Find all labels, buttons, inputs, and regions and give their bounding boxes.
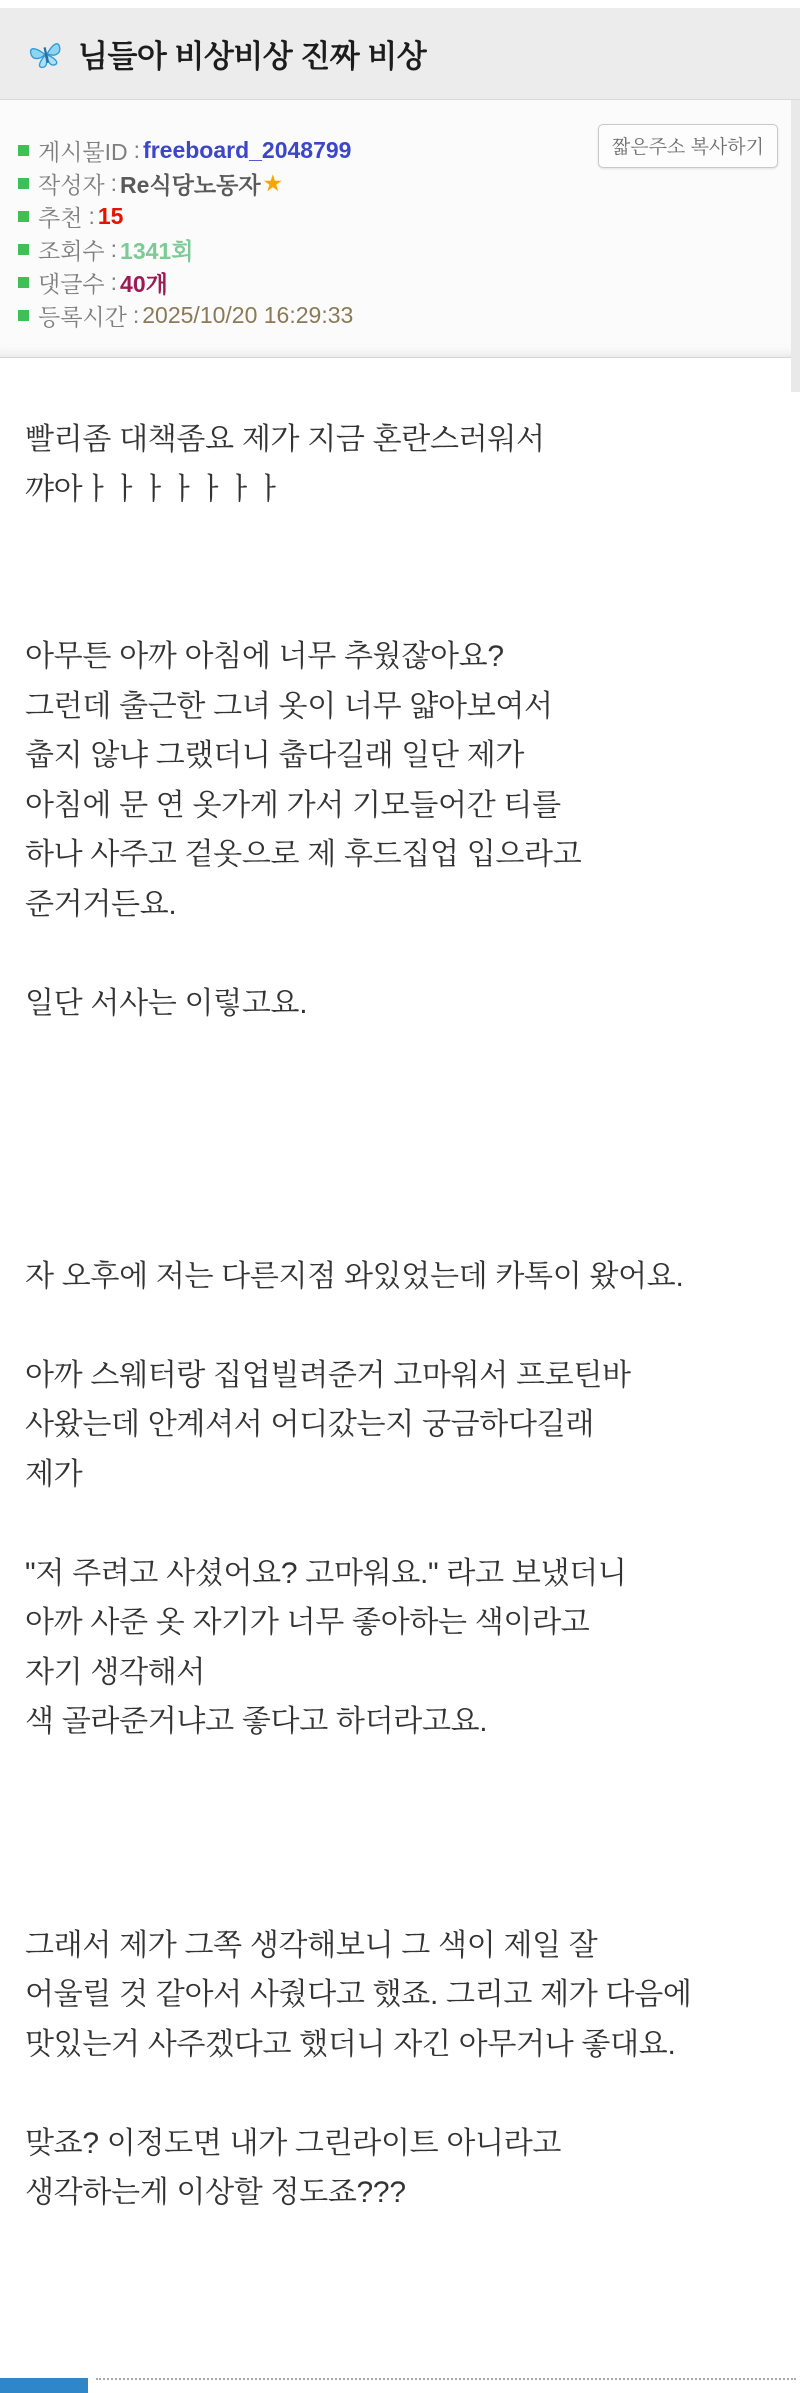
body-line: 하나 사주고 겉옷으로 제 후드집업 입으라고 [25,838,582,871]
body-paragraph [25,632,775,929]
body-paragraph [25,1921,775,2070]
butterfly-icon [25,32,68,75]
info-row-timestamp [18,299,800,332]
bullet-icon [18,178,29,189]
body-line: 일단 서사는 이렇고요. [25,986,308,1020]
copy-short-url-button[interactable]: 짧은주소 복사하기 [598,124,778,168]
body-line: 준거거든요. [25,887,177,921]
bullet-icon [18,277,29,288]
footer-blue-button[interactable] [0,2378,88,2393]
bullet-icon [18,211,29,222]
info-label: 게시물ID [38,139,128,165]
view-count: 1341회 [120,238,194,264]
star-icon: ★ [262,170,284,196]
body-line: 색 골라준거냐고 좋다고 하더라고요. [25,1705,488,1738]
separator: : [133,137,141,163]
body-line: 맛있는거 사주겠다고 했더니 자긴 아무거나 좋대요. [25,2027,676,2061]
post-id-value: freeboard_2048799 [143,137,352,163]
body-line: 빨리좀 대책좀요 제가 지금 혼란스러워서 [25,423,545,456]
body-line: 어울릴 것 같아서 사줬다고 했죠. 그리고 제가 다음에 [25,1978,692,2011]
separator: : [88,203,95,229]
info-row-views [18,233,800,266]
upvote-count: 15 [97,203,124,229]
post-body [0,358,800,2218]
body-paragraph [25,1549,775,1747]
info-label: 댓글수 [38,271,105,297]
info-row-upvotes [18,200,800,233]
title-bar [0,8,800,100]
bullet-icon [18,244,29,255]
separator: : [110,236,118,262]
body-paragraph [25,2119,775,2218]
body-line: 그런데 출근한 그녀 옷이 너무 얇아보여서 [25,689,553,723]
body-line: 꺄아ㅏㅏㅏㅏㅏㅏㅏ [25,472,284,506]
dotted-divider [96,2378,796,2380]
body-line: 아무튼 아까 아침에 너무 추웠잖아요? [25,640,504,673]
separator: : [110,269,118,295]
info-label: 조회수 [38,238,105,264]
body-line: 그래서 제가 그쪽 생각해보니 그 색이 제일 잘 [25,1928,598,1962]
body-line: 자 오후에 저는 다른지점 와있었는데 카톡이 왔어요. [25,1259,684,1293]
footer-bar [0,2378,800,2393]
body-line: "저 주려고 사셨어요? 고마워요." 라고 보냈더니 [25,1556,627,1590]
body-line: 춥지 않냐 그랬더니 춥다길래 일단 제가 [25,739,525,772]
timestamp-value: 2025/10/20 16:29:33 [142,302,354,328]
body-paragraph [25,1351,775,1500]
info-label: 등록시간 [38,304,127,330]
body-line: 아까 사준 옷 자기가 너무 좋아하는 색이라고 [25,1606,590,1639]
body-paragraph [25,1252,775,1302]
body-paragraph [25,979,775,1029]
info-label: 작성자 [38,172,105,198]
body-line: 아침에 문 연 옷가게 가서 기모들어간 티를 [25,788,561,822]
scrollbar-track[interactable] [791,100,800,392]
top-strip [0,0,800,8]
body-line: 자기 생각해서 [25,1655,206,1689]
body-line: 아까 스웨터랑 집업빌려준거 고마워서 프로틴바 [25,1358,631,1392]
info-panel [0,100,800,358]
body-line: 생각하는게 이상할 정도죠??? [25,2176,406,2209]
info-row-author [18,167,800,200]
body-line: 제가 [25,1457,83,1491]
info-label: 추천 [38,205,83,231]
author-value: Re식당노동자 [120,172,261,198]
bullet-icon [18,145,29,156]
body-line: 맞죠? 이정도면 내가 그린라이트 아니라고 [25,2126,562,2160]
info-row-comments [18,266,800,299]
comment-count: 40개 [120,271,168,297]
bullet-icon [18,310,29,321]
separator: : [132,302,140,328]
body-paragraph [25,415,775,514]
post-title: 님들아 비상비상 진짜 비상 [78,39,427,74]
separator: : [110,170,118,196]
body-line: 사왔는데 안계셔서 어디갔는지 궁금하다길래 [25,1408,595,1441]
